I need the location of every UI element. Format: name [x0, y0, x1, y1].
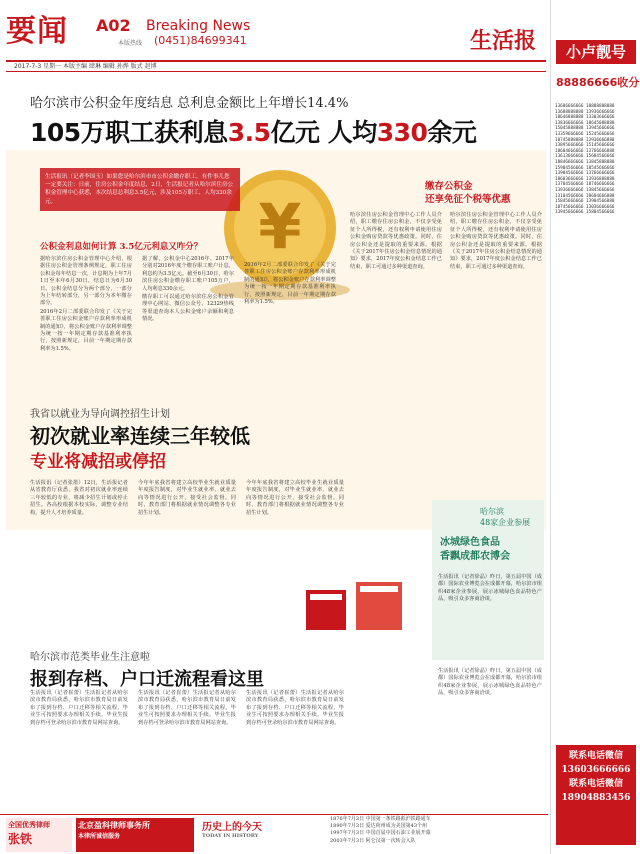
classified-line: 13613666666 15604566666	[555, 154, 615, 160]
classified-line: 13904566666 13766666666	[555, 171, 615, 177]
registration-body: 生活报讯（记者崔蕾）生活报记者从哈尔滨市教育局获悉，哈尔滨市教育局日前发布了报到存档、户口迁移等相关流程，毕业生可按照要求办理相关手续。毕业生报到存档可登录哈尔滨市教育局网站查询。	[30, 690, 128, 726]
lead-paragraph: 生活报讯（记者李国玉）如果您是哈尔滨市市公积金缴存职工，有件事儿您一定要关注：日前，住房公积金年度结息，2日，生活报记者从哈尔滨住房公积金管理中心获悉，本次结息总利息3.5亿元，涉及105万职工，人均330余元。	[40, 168, 240, 211]
contact-phone: 13603666666	[561, 765, 631, 775]
classified-line: 15904566666 18545666666	[555, 165, 615, 171]
sidebar-headline-line-1: 缴存公积金	[425, 181, 473, 192]
history-heading	[202, 818, 322, 852]
headline-part-e: 余元	[427, 118, 477, 147]
contact-label: 联系电话微信	[568, 751, 623, 761]
sidebar-headline-line-2: 还享免征个税等优惠	[425, 194, 511, 205]
classifieds-list	[555, 104, 637, 216]
classified-line: 13688888888 13936666666	[555, 109, 615, 115]
expo-headline-line-2: 香飘成都农博会	[440, 551, 510, 562]
registration-kicker: 哈尔滨市范类毕业生注意啦	[30, 652, 150, 663]
classified-line: 13936666666 13845666666	[555, 187, 615, 193]
sidebar-body: 哈尔滨住房公积金管理中心工作人员介绍，职工缴存住房公积金，不仅享受免征个人所得税，还有权利申请使用住房公积金购房贷款等优惠政策。同时，住房公积金还是提取的重要来源。根据《关于2017年住房公积金结息情况的通知》要求，2017年度公积金结息工作已结束，职工可通过多种渠道查询。	[450, 212, 542, 270]
lead-body-para: 2016年2月二部委联合印发了《关于完善职工住房公积金账户存款利率形成机制的通知》，将公积金账户存款利率调整为统一按一年期定期存款基准利率执行，按照新规定，目前一年期定期存款利率为1.5%。	[40, 308, 132, 352]
hotline-number: (0451)84699341	[154, 34, 247, 47]
expo-headline-line-1: 冰城绿色食品	[440, 537, 500, 548]
employment-body: 生活报讯（记者张墨）12日，生活报记者从省教育厅获悉，我省对初次就业率连续三年较低的专业，将减少招生计划或停止招生。各高校根据本校实际，调整专业结构，提升人才培养质量。	[30, 480, 128, 516]
employment-headline: 初次就业率连续三年较低	[30, 424, 250, 448]
classified-line: 15045888888 13945666666	[555, 126, 615, 132]
sidebar-body-col-1	[350, 212, 442, 272]
lead-body-col-1	[40, 256, 132, 354]
history-events	[330, 816, 546, 845]
classifieds-phone: 88886666收分	[556, 76, 640, 89]
lead-kicker: 哈尔滨市公积金年度结息 总利息金额比上年增长14.4%	[30, 96, 349, 111]
svg-text:¥: ¥	[258, 190, 302, 263]
section-english: Breaking News	[146, 18, 251, 34]
classified-line: 18604666666 13766666888	[555, 148, 615, 154]
lead-body-para: 2016年2月二部委联合印发了《关于完善职工住房公积金账户存款利率形成机制的通知》，将公积金账户存款利率调整为统一按一年期定期存款基准利率执行，按照新规定，目前一年期定期存款利率为1.5%。	[244, 262, 336, 306]
headline-part-c: 亿元 人均	[270, 118, 377, 147]
classified-line: 13606666666 18888888888	[555, 104, 615, 109]
headline-part-d: 330	[376, 118, 428, 147]
registration-col-3	[246, 690, 344, 728]
classified-line: 13359666666 15245666666	[555, 131, 615, 137]
classified-line: 18846666666 13845888888	[555, 159, 615, 165]
sidebar-headline	[425, 180, 511, 206]
employment-col-1	[30, 480, 128, 518]
history-title: 历史上的今天	[202, 822, 262, 833]
expo-body-para: 生活报讯（记者徐晶）昨日，第五届中国（成都）国际农业博览会在成都开幕，哈尔滨市组织48家企业参展，展示冰城绿色食品特色产品，吸引众多客商洽谈。	[438, 574, 542, 603]
employment-body: 今年年底我省将建立高校毕业生就业质量年度报告制度，对毕业生就业率、就业去向等情况进行公开，接受社会监督。同时，教育部门将根据就业情况调整各专业招生计划。	[138, 480, 236, 516]
employment-body: 今年年底我省将建立高校毕业生就业质量年度报告制度，对毕业生就业率、就业去向等情况进行公开，接受社会监督。同时，教育部门将根据就业情况调整各专业招生计划。	[246, 480, 344, 516]
lead-body-para: 缴存职工可以通过哈尔滨住房公积金管理中心网站、微信公众号、12329热线等渠道查询本人公积金账户余额和利息情况。	[142, 294, 234, 323]
classified-line: 13704566666 18746666666	[555, 182, 615, 188]
lawfirm-ad-line-1: 北京盈科律师事务所	[78, 820, 150, 830]
classified-line: 13104566666 18604666888	[555, 193, 615, 199]
masthead-logo: 要闻	[6, 14, 68, 49]
expo-kicker	[480, 506, 530, 528]
sidebar-body: 哈尔滨住房公积金管理中心工作人员介绍，职工缴存住房公积金，不仅享受免征个人所得税，还有权利申请使用住房公积金购房贷款等优惠政策。同时，住房公积金还是提取的重要来源。根据《关于2017年住房公积金结息情况的通知》要求，2017年度公积金结息工作已结束，职工可通过多种渠道查询。	[350, 212, 442, 270]
expo-body-cont	[438, 668, 542, 699]
lawyer-ad	[6, 818, 72, 852]
lawfirm-ad-line-2: 本律所诚信服务	[78, 833, 121, 840]
history-event: 2003年7月3日 阿仑汉第一次转会入队	[330, 837, 416, 844]
lawfirm-ad	[76, 818, 194, 852]
classified-line: 13895666666 15145666666	[555, 143, 615, 149]
history-event: 1876年7月3日 中国第一条铁路淞沪铁路通车	[330, 816, 431, 822]
classifieds-contact	[556, 745, 636, 845]
contact-label: 联系电话微信	[568, 779, 623, 789]
lead-subhead: 公积金利息如何计算 3.5亿元利息又咋分？	[40, 242, 203, 252]
registration-headline: 报到存档、户口迁流程看这里	[30, 669, 264, 690]
classified-line: 13836666666 18645088888	[555, 120, 615, 126]
contact-phone: 18904883456	[561, 793, 631, 803]
classified-line: 18603666666 13936888888	[555, 176, 615, 182]
lead-body-col-2	[142, 256, 234, 325]
expo-kicker-line-1: 哈尔滨	[480, 507, 504, 516]
headline-part-a: 105万职工获利息	[30, 118, 228, 147]
employment-kicker: 我省以就业为导向调控招生计划	[30, 409, 170, 420]
expo-headline	[440, 536, 510, 564]
sidebar-body-col-2	[450, 212, 542, 272]
employment-col-3	[246, 480, 344, 518]
classified-line: 18646888888 13303666666	[555, 115, 615, 121]
history-event: 1997年7月3日 中国首届中国石油工业展开幕	[330, 830, 431, 837]
hotline-label: 本版热线	[118, 40, 143, 47]
graduation-illustration	[296, 570, 416, 640]
classified-line: 15845666666 13904566888	[555, 199, 615, 205]
registration-body: 生活报讯（记者崔蕾）生活报记者从哈尔滨市教育局获悉，哈尔滨市教育局日前发布了报到存档、户口迁移等相关流程，毕业生可按照要求办理相关手续。毕业生报到存档可登录哈尔滨市教育局网站查询。	[138, 690, 236, 726]
classified-line: 18745666666 13036666666	[555, 204, 615, 210]
lead-body-para: 据哈尔滨住房公积金管理中心介绍，根据住房公积金管理条例规定，职工住房公积金每年结息一次，计息期为上年7月1日至本年6月30日，结息日为6月30日。公积金结息分为两个部分，一部分为上年结转部分，另一部分为本年缴存部分。	[40, 256, 132, 307]
employment-col-2	[138, 480, 236, 518]
history-title-en: TODAY IN HISTORY	[202, 833, 259, 839]
classified-line: 13945666666 15804566666	[555, 210, 615, 216]
newspaper-brand: 生活报	[470, 28, 537, 54]
registration-col-1	[30, 690, 128, 728]
dateline: 2017-7-3 星期一 本版主编 肆琳 编辑 孙烨 版式 赵博	[6, 60, 546, 72]
expo-body	[438, 574, 542, 605]
section-number: A02	[96, 16, 131, 35]
lead-headline	[30, 113, 476, 149]
headline-part-b: 3.5	[227, 118, 271, 147]
registration-col-2	[138, 690, 236, 728]
classified-line: 18745888888 13936666888	[555, 137, 615, 143]
expo-body-para: 生活报讯（记者徐晶）昨日，第五届中国（成都）国际农业博览会在成都开幕，哈尔滨市组织48家企业参展，展示冰城绿色食品特色产品，吸引众多客商洽谈。	[438, 668, 542, 697]
lawyer-ad-name: 张铁	[8, 832, 33, 846]
lawyer-ad-title: 全国优秀律师	[8, 820, 50, 829]
masthead	[6, 6, 546, 58]
employment-subhead: 专业将减招或停招	[30, 452, 166, 472]
expo-kicker-line-2: 48家企业参展	[480, 518, 531, 527]
lead-body-para: 据了解，公积金中心2016年、2017年分别对2016年度个缴存职工账户计息，利息约为3.5亿元。截至6月30日，哈尔滨住房公积金缴存职工账户105万户，人均利息330余元。	[142, 256, 234, 292]
lead-body-col-3	[244, 262, 336, 307]
registration-body: 生活报讯（记者崔蕾）生活报记者从哈尔滨市教育局获悉，哈尔滨市教育局日前发布了报到存档、户口迁移等相关流程，毕业生可按照要求办理相关手续。毕业生报到存档可登录哈尔滨市教育局网站查询。	[246, 690, 344, 726]
classifieds-title: 小卢靓号	[556, 40, 636, 64]
history-event: 1890年7月3日 爱达荷州成为美国第43个州	[330, 823, 428, 830]
